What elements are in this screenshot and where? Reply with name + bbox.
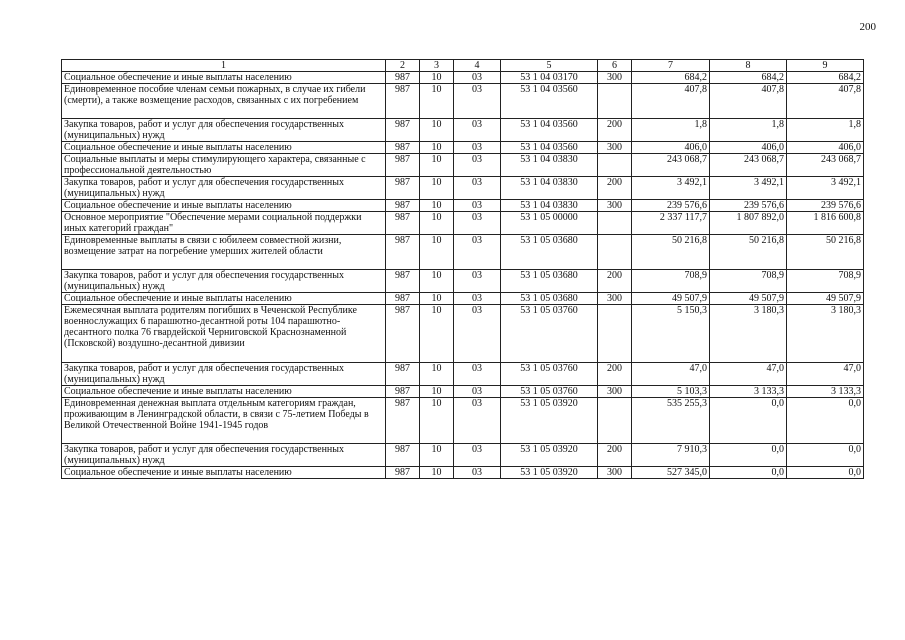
ministry-code-cell: 987	[386, 84, 420, 119]
section-code-cell: 10	[420, 119, 454, 142]
section-code-cell: 10	[420, 212, 454, 235]
amount-cell: 684,2	[632, 72, 710, 84]
page-number: 200	[859, 21, 876, 33]
ministry-code-cell: 987	[386, 212, 420, 235]
column-header: 9	[787, 60, 864, 72]
expense-name-cell: Единовременная денежная выплата отдельным категориям граждан, проживающим в Ленинградской области, в связи с 75-летием Победы в Великой Отечественной Войне 1941-1945 годов	[62, 398, 386, 444]
ministry-code-cell: 987	[386, 177, 420, 200]
subsection-code-cell: 03	[454, 72, 501, 84]
expense-name-cell: Социальное обеспечение и иные выплаты населению	[62, 467, 386, 479]
expense-name-cell: Закупка товаров, работ и услуг для обеспечения государственных (муниципальных) нужд	[62, 177, 386, 200]
expense-type-cell: 200	[598, 270, 632, 293]
target-article-cell: 53 1 05 03760	[501, 386, 598, 398]
subsection-code-cell: 03	[454, 467, 501, 479]
ministry-code-cell: 987	[386, 200, 420, 212]
ministry-code-cell: 987	[386, 293, 420, 305]
amount-cell: 0,0	[710, 467, 787, 479]
expense-type-cell: 200	[598, 119, 632, 142]
section-code-cell: 10	[420, 142, 454, 154]
table-row	[62, 142, 864, 154]
amount-cell: 684,2	[710, 72, 787, 84]
target-article-cell: 53 1 04 03830	[501, 154, 598, 177]
ministry-code-cell: 987	[386, 363, 420, 386]
section-code-cell: 10	[420, 200, 454, 212]
target-article-cell: 53 1 05 03760	[501, 305, 598, 363]
subsection-code-cell: 03	[454, 398, 501, 444]
ministry-code-cell: 987	[386, 154, 420, 177]
expense-type-cell: 300	[598, 200, 632, 212]
target-article-cell: 53 1 05 03920	[501, 398, 598, 444]
amount-cell: 1,8	[787, 119, 864, 142]
expense-type-cell	[598, 398, 632, 444]
amount-cell: 47,0	[710, 363, 787, 386]
amount-cell: 239 576,6	[787, 200, 864, 212]
table-row	[62, 305, 864, 363]
amount-cell: 2 337 117,7	[632, 212, 710, 235]
amount-cell: 406,0	[787, 142, 864, 154]
ministry-code-cell: 987	[386, 142, 420, 154]
expense-type-cell: 300	[598, 386, 632, 398]
target-article-cell: 53 1 05 03920	[501, 444, 598, 467]
ministry-code-cell: 987	[386, 398, 420, 444]
amount-cell: 1 807 892,0	[710, 212, 787, 235]
expense-name-cell: Социальное обеспечение и иные выплаты населению	[62, 142, 386, 154]
amount-cell: 49 507,9	[787, 293, 864, 305]
ministry-code-cell: 987	[386, 270, 420, 293]
target-article-cell: 53 1 05 03680	[501, 270, 598, 293]
expense-name-cell: Закупка товаров, работ и услуг для обеспечения государственных (муниципальных) нужд	[62, 363, 386, 386]
section-code-cell: 10	[420, 363, 454, 386]
amount-cell: 5 103,3	[632, 386, 710, 398]
amount-cell: 407,8	[787, 84, 864, 119]
expense-name-cell: Социальное обеспечение и иные выплаты населению	[62, 72, 386, 84]
section-code-cell: 10	[420, 305, 454, 363]
target-article-cell: 53 1 04 03560	[501, 119, 598, 142]
amount-cell: 49 507,9	[632, 293, 710, 305]
target-article-cell: 53 1 04 03560	[501, 84, 598, 119]
amount-cell: 3 180,3	[710, 305, 787, 363]
amount-cell: 3 180,3	[787, 305, 864, 363]
expense-type-cell	[598, 154, 632, 177]
amount-cell: 3 133,3	[710, 386, 787, 398]
section-code-cell: 10	[420, 270, 454, 293]
amount-cell: 0,0	[710, 444, 787, 467]
amount-cell: 50 216,8	[787, 235, 864, 270]
amount-cell: 243 068,7	[710, 154, 787, 177]
table-row	[62, 212, 864, 235]
section-code-cell: 10	[420, 386, 454, 398]
ministry-code-cell: 987	[386, 119, 420, 142]
amount-cell: 708,9	[787, 270, 864, 293]
subsection-code-cell: 03	[454, 154, 501, 177]
target-article-cell: 53 1 05 00000	[501, 212, 598, 235]
expense-name-cell: Единовременные выплаты в связи с юбилеем совместной жизни, возмещение затрат на погребение умерших жителей области	[62, 235, 386, 270]
subsection-code-cell: 03	[454, 270, 501, 293]
target-article-cell: 53 1 04 03170	[501, 72, 598, 84]
amount-cell: 243 068,7	[787, 154, 864, 177]
table-row	[62, 386, 864, 398]
amount-cell: 239 576,6	[632, 200, 710, 212]
subsection-code-cell: 03	[454, 200, 501, 212]
column-header: 5	[501, 60, 598, 72]
amount-cell: 239 576,6	[710, 200, 787, 212]
amount-cell: 50 216,8	[710, 235, 787, 270]
subsection-code-cell: 03	[454, 119, 501, 142]
ministry-code-cell: 987	[386, 235, 420, 270]
amount-cell: 527 345,0	[632, 467, 710, 479]
expense-type-cell: 200	[598, 363, 632, 386]
section-code-cell: 10	[420, 72, 454, 84]
section-code-cell: 10	[420, 177, 454, 200]
amount-cell: 708,9	[632, 270, 710, 293]
ministry-code-cell: 987	[386, 386, 420, 398]
expense-name-cell: Социальное обеспечение и иные выплаты населению	[62, 386, 386, 398]
column-header: 6	[598, 60, 632, 72]
expense-type-cell	[598, 235, 632, 270]
amount-cell: 3 492,1	[710, 177, 787, 200]
target-article-cell: 53 1 05 03760	[501, 363, 598, 386]
ministry-code-cell: 987	[386, 72, 420, 84]
budget-table	[61, 59, 864, 479]
expense-name-cell: Единовременное пособие членам семьи пожарных, в случае их гибели (смерти), а также возмещение расходов, связанных с их погребением	[62, 84, 386, 119]
subsection-code-cell: 03	[454, 142, 501, 154]
column-header: 1	[62, 60, 386, 72]
section-code-cell: 10	[420, 235, 454, 270]
subsection-code-cell: 03	[454, 293, 501, 305]
amount-cell: 50 216,8	[632, 235, 710, 270]
expense-name-cell: Закупка товаров, работ и услуг для обеспечения государственных (муниципальных) нужд	[62, 270, 386, 293]
table-row	[62, 293, 864, 305]
table-row	[62, 270, 864, 293]
target-article-cell: 53 1 04 03830	[501, 177, 598, 200]
amount-cell: 47,0	[787, 363, 864, 386]
amount-cell: 535 255,3	[632, 398, 710, 444]
expense-name-cell: Социальные выплаты и меры стимулирующего характера, связанные с профессиональной деятельностью	[62, 154, 386, 177]
expense-type-cell: 300	[598, 142, 632, 154]
ministry-code-cell: 987	[386, 444, 420, 467]
section-code-cell: 10	[420, 467, 454, 479]
amount-cell: 47,0	[632, 363, 710, 386]
amount-cell: 1,8	[710, 119, 787, 142]
amount-cell: 407,8	[710, 84, 787, 119]
section-code-cell: 10	[420, 444, 454, 467]
expense-name-cell: Социальное обеспечение и иные выплаты населению	[62, 293, 386, 305]
section-code-cell: 10	[420, 293, 454, 305]
amount-cell: 7 910,3	[632, 444, 710, 467]
expense-name-cell: Основное мероприятие "Обеспечение мерами социальной поддержки иных категорий граждан"	[62, 212, 386, 235]
amount-cell: 243 068,7	[632, 154, 710, 177]
expense-type-cell: 300	[598, 293, 632, 305]
amount-cell: 1,8	[632, 119, 710, 142]
target-article-cell: 53 1 04 03560	[501, 142, 598, 154]
section-code-cell: 10	[420, 398, 454, 444]
table-row	[62, 467, 864, 479]
target-article-cell: 53 1 05 03920	[501, 467, 598, 479]
subsection-code-cell: 03	[454, 386, 501, 398]
ministry-code-cell: 987	[386, 305, 420, 363]
expense-type-cell	[598, 212, 632, 235]
amount-cell: 1 816 600,8	[787, 212, 864, 235]
table-row	[62, 398, 864, 444]
table-row	[62, 177, 864, 200]
target-article-cell: 53 1 04 03830	[501, 200, 598, 212]
table-row	[62, 154, 864, 177]
subsection-code-cell: 03	[454, 212, 501, 235]
target-article-cell: 53 1 05 03680	[501, 235, 598, 270]
column-header: 8	[710, 60, 787, 72]
table-row	[62, 84, 864, 119]
subsection-code-cell: 03	[454, 84, 501, 119]
column-number-row	[62, 60, 864, 72]
subsection-code-cell: 03	[454, 177, 501, 200]
amount-cell: 407,8	[632, 84, 710, 119]
expense-name-cell: Закупка товаров, работ и услуг для обеспечения государственных (муниципальных) нужд	[62, 444, 386, 467]
amount-cell: 708,9	[710, 270, 787, 293]
amount-cell: 3 133,3	[787, 386, 864, 398]
amount-cell: 0,0	[710, 398, 787, 444]
amount-cell: 0,0	[787, 444, 864, 467]
expense-name-cell: Ежемесячная выплата родителям погибших в Чеченской Республике военнослужащих 6 парашютно-десантной роты 104 парашютно-десантного полка 76 гвардейской Черниговской Краснознаменной (Псковской) воздушно-десантной дивизии	[62, 305, 386, 363]
column-header: 3	[420, 60, 454, 72]
expense-type-cell: 200	[598, 444, 632, 467]
amount-cell: 684,2	[787, 72, 864, 84]
column-header: 4	[454, 60, 501, 72]
table-row	[62, 363, 864, 386]
column-header: 7	[632, 60, 710, 72]
amount-cell: 0,0	[787, 398, 864, 444]
column-header: 2	[386, 60, 420, 72]
section-code-cell: 10	[420, 84, 454, 119]
amount-cell: 406,0	[632, 142, 710, 154]
section-code-cell: 10	[420, 154, 454, 177]
amount-cell: 5 150,3	[632, 305, 710, 363]
expense-name-cell: Социальное обеспечение и иные выплаты населению	[62, 200, 386, 212]
expense-type-cell	[598, 84, 632, 119]
expense-type-cell: 300	[598, 72, 632, 84]
expense-type-cell	[598, 305, 632, 363]
subsection-code-cell: 03	[454, 305, 501, 363]
target-article-cell: 53 1 05 03680	[501, 293, 598, 305]
amount-cell: 3 492,1	[787, 177, 864, 200]
amount-cell: 3 492,1	[632, 177, 710, 200]
subsection-code-cell: 03	[454, 363, 501, 386]
ministry-code-cell: 987	[386, 467, 420, 479]
table-row	[62, 444, 864, 467]
table-row	[62, 200, 864, 212]
table-row	[62, 235, 864, 270]
amount-cell: 406,0	[710, 142, 787, 154]
expense-type-cell: 200	[598, 177, 632, 200]
expense-name-cell: Закупка товаров, работ и услуг для обеспечения государственных (муниципальных) нужд	[62, 119, 386, 142]
amount-cell: 0,0	[787, 467, 864, 479]
subsection-code-cell: 03	[454, 444, 501, 467]
table-row	[62, 72, 864, 84]
table-row	[62, 119, 864, 142]
expense-type-cell: 300	[598, 467, 632, 479]
subsection-code-cell: 03	[454, 235, 501, 270]
amount-cell: 49 507,9	[710, 293, 787, 305]
